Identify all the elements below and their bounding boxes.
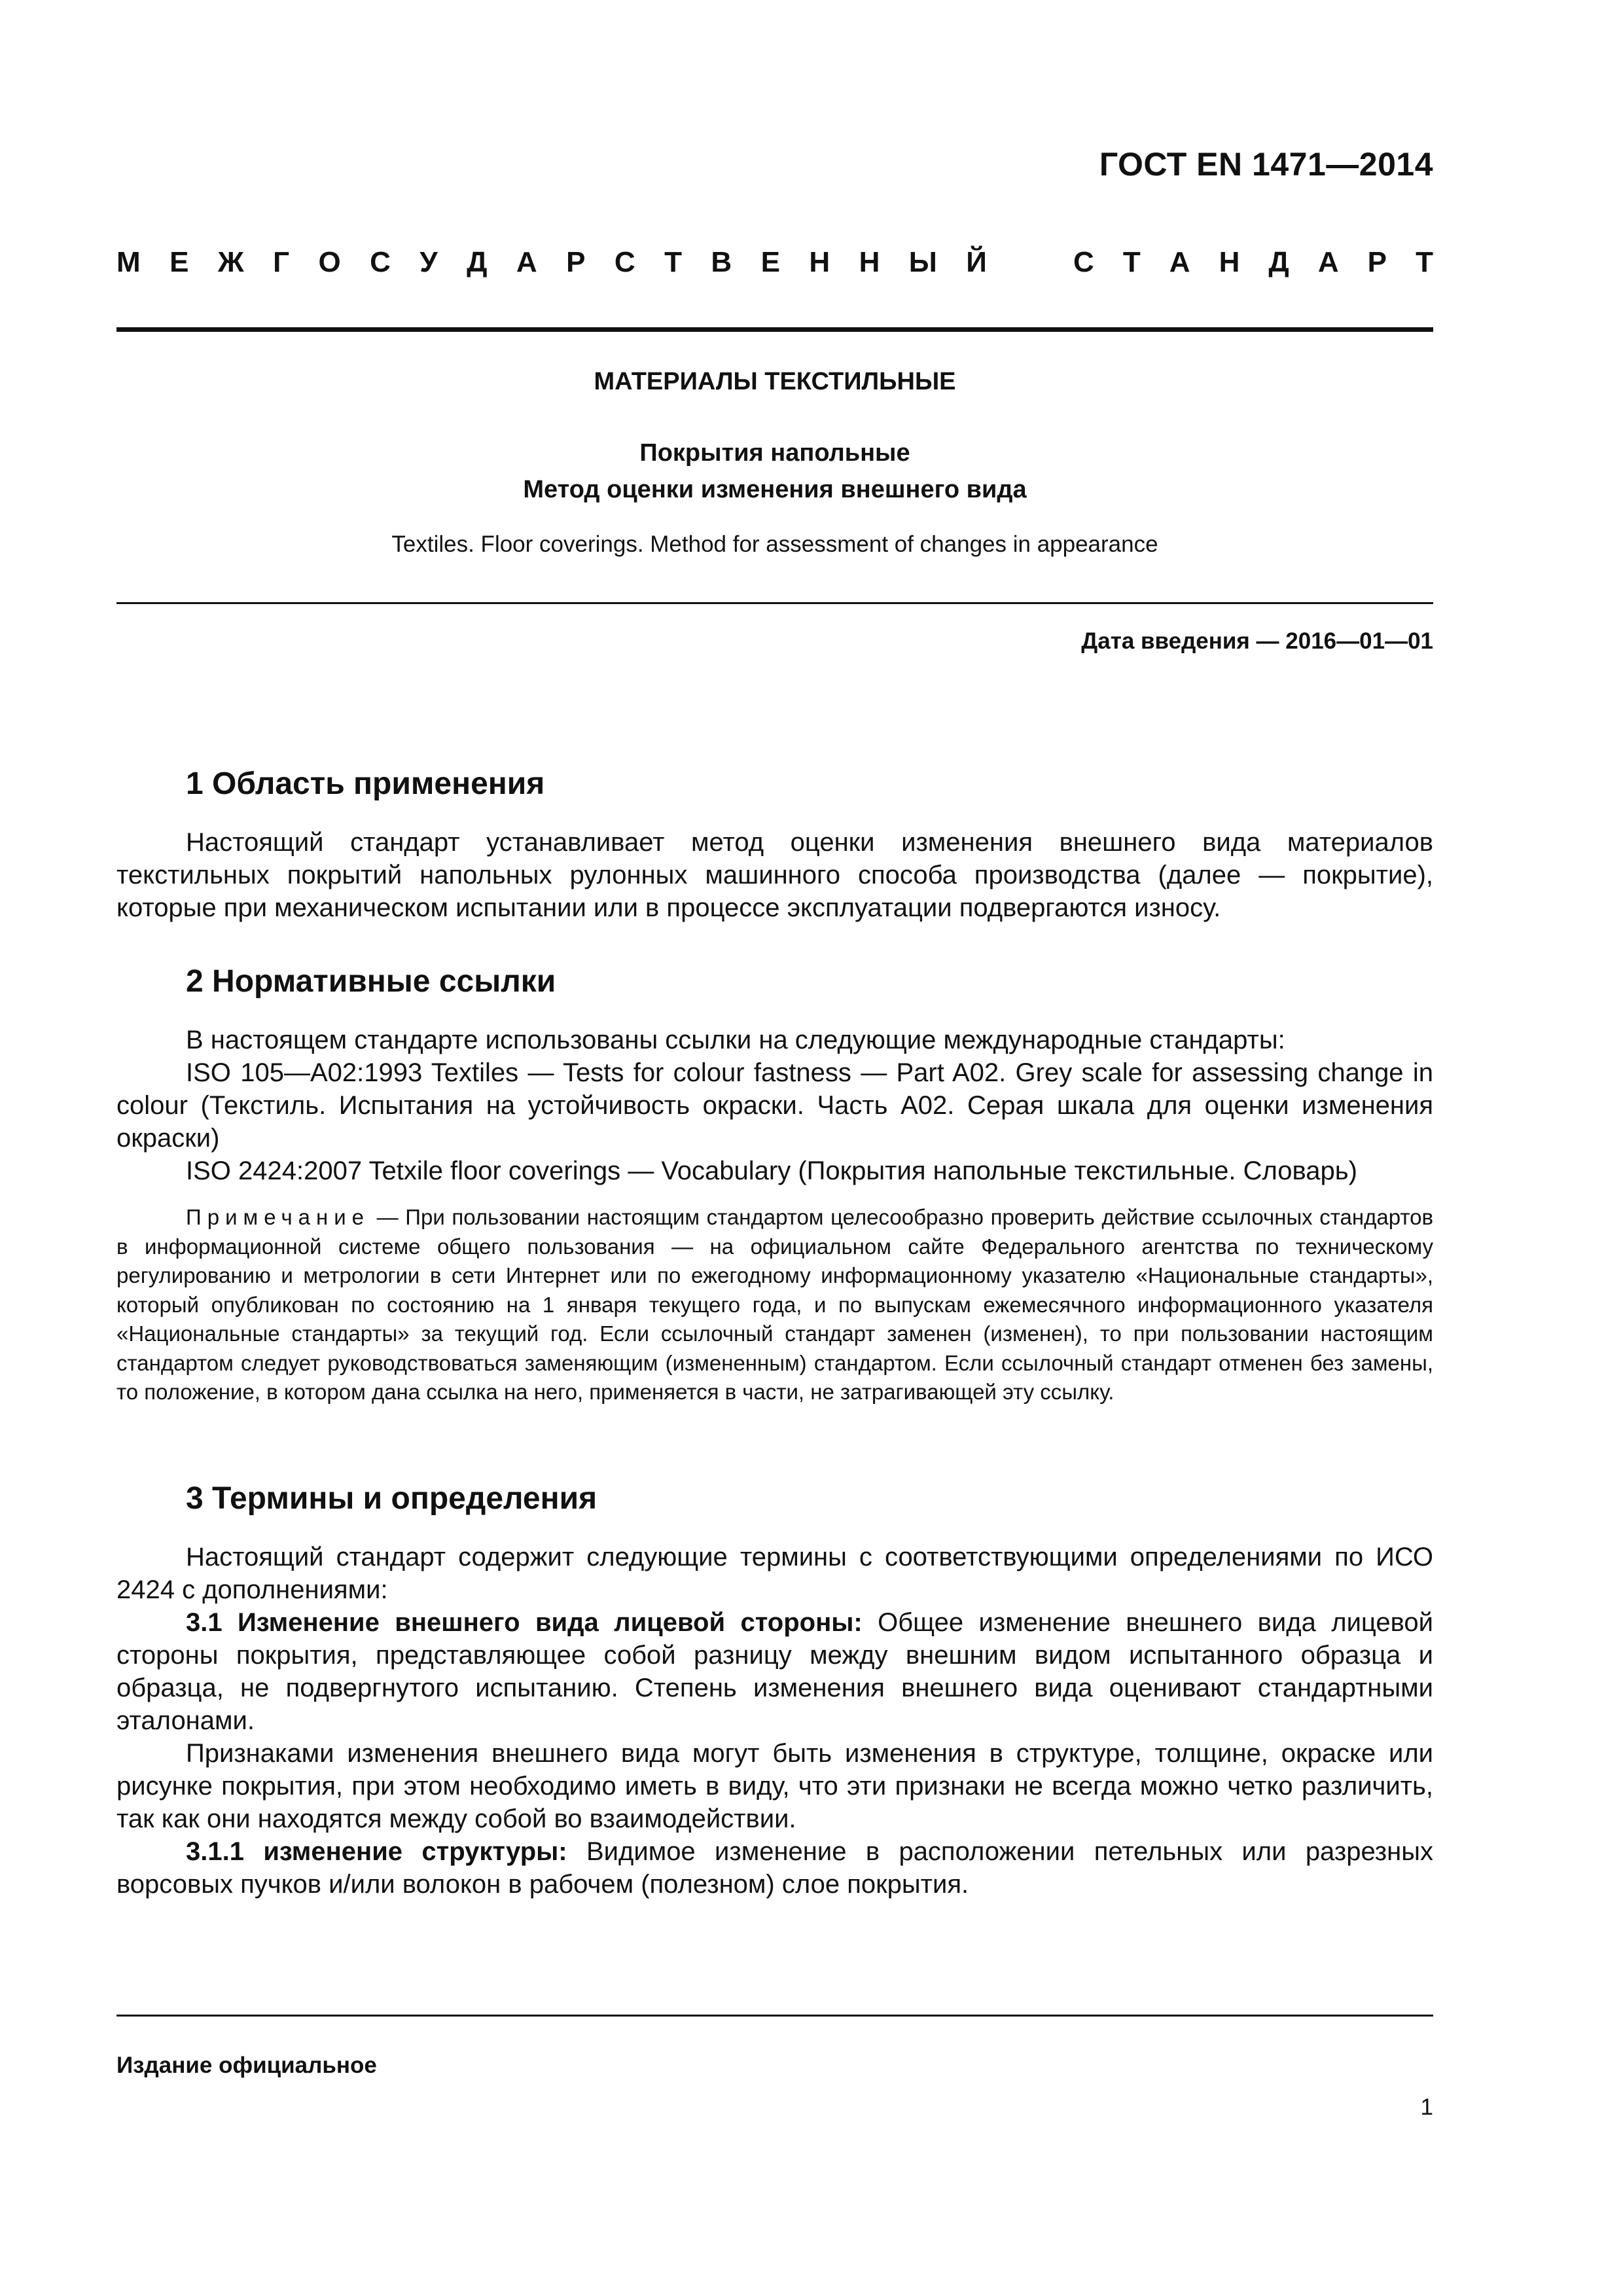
note-label: Примечание — [186, 1205, 370, 1229]
title-divider — [116, 602, 1433, 604]
term-3-1-text: Общее изменение внешнего вида лицевой стороны покрытия, представляющее собой разницу между внешним видом испытанного образца и образца, не подвергнутого испытанию. Степень изменения внешнего вида оценивают стандартными эталонами. — [116, 1608, 1434, 1735]
section-3-heading: 3 Термины и определения — [186, 1481, 597, 1516]
reference-iso-2424: ISO 2424:2007 Tetxile floor coverings — Vocabulary (Покрытия напольные текстильные. Словарь) — [186, 1157, 1357, 1185]
section-1-heading: 1 Область применения — [186, 766, 545, 801]
section-2-body — [116, 1024, 1433, 1187]
reference-iso-105: ISO 105—A02:1993 Textiles — Tests for colour fastness — Part A02. Grey scale for assessing change in colour (Текстиль. Испытания на устойчивость окраски. Часть А02. Серая шкала для оценки изменения окраски) — [116, 1058, 1433, 1153]
section-1-body — [116, 826, 1433, 924]
term-3-1-1-text: Видимое изменение в расположении петельных или разрезных ворсовых пучков и/или волокон в рабочем (полезном) слое покрытия. — [116, 1837, 1433, 1899]
effective-date: Дата введения — 2016—01—01 — [1081, 628, 1433, 654]
document-number: ГОСТ EN 1471—2014 — [1099, 146, 1433, 183]
term-3-1-label: 3.1 Изменение внешнего вида лицевой стороны: — [186, 1608, 863, 1637]
section-3-paragraph: Признаками изменения внешнего вида могут быть изменения в структуре, толщине, окраске или рисунке покрытия, при этом необходимо иметь в виду, что эти признаки не всегда можно четко различить, так как они находятся между собой во взаимодействии. — [116, 1739, 1433, 1833]
standard-subtitle — [116, 435, 1433, 508]
header-divider — [116, 327, 1433, 332]
section-1-paragraph: Настоящий стандарт устанавливает метод оценки изменения внешнего вида материалов текстильных покрытий напольных рулонных машинного способа производства (далее — покрытие), которые при механическом испытании или в процессе эксплуатации подвергаются износу. — [116, 828, 1433, 922]
interstate-standard-heading — [116, 246, 1433, 279]
section-2-intro: В настоящем стандарте использованы ссылки на следующие международные стандарты: — [186, 1026, 1285, 1054]
interstate-word: М Е Ж Г О С У Д А Р С Т В Е Н Н Ы Й — [116, 246, 987, 278]
official-edition-label: Издание официальное — [116, 2053, 377, 2078]
section-3-body — [116, 1541, 1433, 1901]
term-3-1-1 — [116, 1835, 1433, 1901]
section-3-intro: Настоящий стандарт содержит следующие термины с соответствующими определениями по ИСО 2424 с дополнениями: — [116, 1543, 1433, 1604]
section-2-heading: 2 Нормативные ссылки — [186, 964, 556, 999]
standard-word: С Т А Н Д А Р Т — [1073, 246, 1433, 278]
term-3-1-1-label: 3.1.1 изменение структуры: — [186, 1837, 567, 1866]
standard-title: МАТЕРИАЛЫ ТЕКСТИЛЬНЫЕ — [594, 368, 956, 395]
english-title: Textiles. Floor coverings. Method for assessment of changes in appearance — [391, 531, 1158, 557]
page-number: 1 — [1420, 2094, 1433, 2120]
section-2-note — [116, 1203, 1433, 1407]
footer-divider — [116, 2015, 1433, 2017]
term-3-1 — [116, 1606, 1433, 1737]
subtitle-line-1: Покрытия напольные — [639, 439, 910, 467]
subtitle-line-2: Метод оценки изменения внешнего вида — [523, 476, 1027, 503]
note-text: — При пользовании настоящим стандартом целесообразно проверить действие ссылочных стандартов в информационной системе общего пользования — на официальном сайте Федерального агентства по техническому регулированию и метрологии в сети Интернет или по ежегодному информационному указателю «Национальные стандарты», который опубликован по состоянию на 1 января текущего года, и по выпускам ежемесячного информационного указателя «Национальные стандарты» за текущий год. Если ссылочный стандарт заменен (изменен), то при пользовании настоящим стандартом следует руководствоваться заменяющим (измененным) стандартом. Если ссылочный стандарт отменен без замены, то положение, в котором дана ссылка на него, применяется в части, не затрагивающей эту ссылку. — [116, 1205, 1433, 1404]
